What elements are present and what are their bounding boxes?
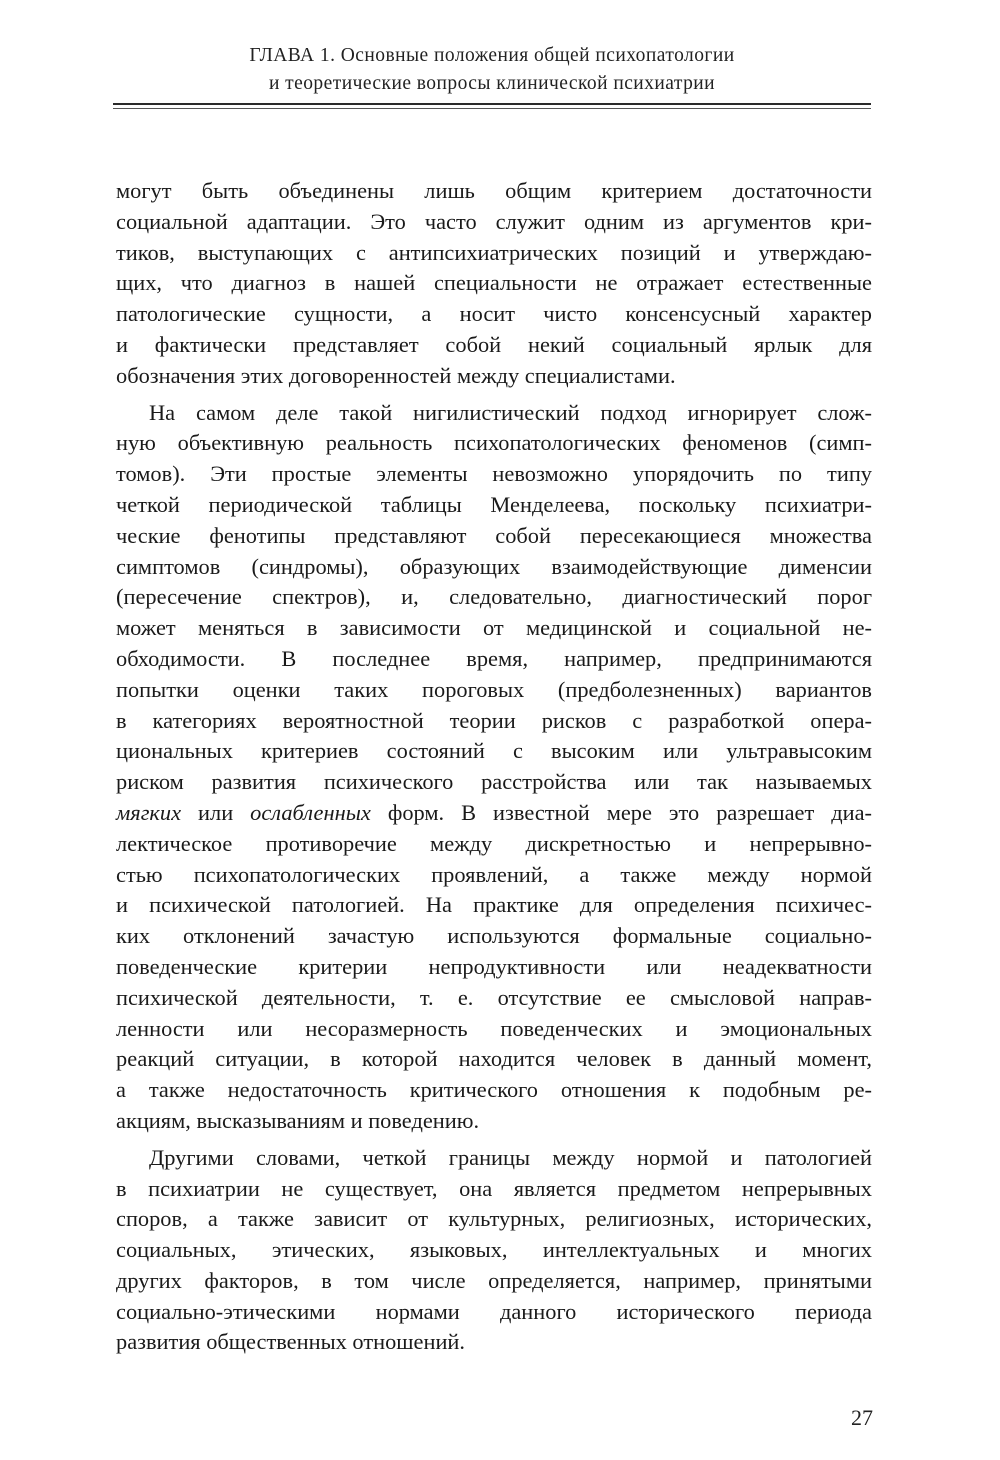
text-line: споров, а также зависит от культурных, религиозных, исторических, — [116, 1206, 872, 1232]
text-line: могут быть объединены лишь общим критерием достаточности — [116, 178, 872, 203]
paragraph-2 — [116, 398, 872, 1137]
text-line: четкой периодической таблицы Менделеева, поскольку психиатри- — [116, 491, 872, 517]
text-line: ких отклонений зачастую используются формальные социально- — [116, 923, 872, 949]
text-line: (пересечение спектров), и, следовательно, диагностический порог — [116, 584, 872, 610]
text-line: в психиатрии не существует, она является предметом непрерывных — [116, 1175, 872, 1201]
text-line: и психической патологией. На практике для определения психичес- — [116, 892, 872, 918]
running-head-line-2: и теоретические вопросы клинической психиатрии — [268, 73, 716, 94]
text-line: щих, что диагноз в нашей специальности не отражает естественные — [116, 270, 872, 296]
body-text — [116, 176, 872, 1358]
text-line: циональных критериев состояний с высоким или ультравысоким — [116, 738, 872, 764]
running-head — [113, 42, 871, 98]
text-line: риском развития психического расстройства или так называемых — [116, 769, 872, 795]
header-rule-thin — [113, 108, 871, 109]
text-line: поведенческие критерии непродуктивности или неадекватности — [116, 953, 872, 979]
text-line: реакций ситуации, в которой находится человек в данный момент, — [116, 1046, 872, 1072]
paragraph-3 — [116, 1143, 872, 1359]
text-line: психической деятельности, т. е. отсутствие ее смысловой направ- — [116, 984, 872, 1010]
text-line: социальной адаптации. Это часто служит одним из аргументов кри- — [116, 208, 872, 234]
paragraph-1 — [116, 176, 872, 392]
text-line: ную объективную реальность психопатологических феноменов (симп- — [116, 430, 872, 456]
running-head-line-1: ГЛАВА 1. Основные положения общей психопатологии — [249, 45, 735, 66]
text-line: и фактически представляет собой некий социальный ярлык для — [116, 331, 872, 357]
text-line: ленности или несоразмерность поведенческих и эмоциональных — [116, 1015, 872, 1041]
text-line: других факторов, в том числе определяется, например, принятыми — [116, 1267, 872, 1293]
text-line: На самом деле такой нигилистический подход игнорирует слож- — [149, 399, 872, 425]
text-line: развития общественных отношений. — [116, 1329, 466, 1355]
text-line: а также недостаточность критического отношения к подобным ре- — [116, 1077, 872, 1103]
text-line: ческие фенотипы представляют собой пересекающиеся множества — [116, 522, 872, 548]
text-line: симптомов (синдромы), образующих взаимодействующие димeнсии — [116, 553, 872, 579]
text-line: может меняться в зависимости от медицинской и социальной не- — [116, 615, 872, 641]
text-line: социальных, этических, языковых, интеллектуальных и многих — [116, 1237, 872, 1263]
text-line: попытки оценки таких пороговых (предболезненных) вариантов — [116, 676, 872, 702]
text-line: стью психопатологических проявлений, а также между нормой — [116, 861, 872, 887]
text-line: в категориях вероятностной теории рисков с разработкой опера- — [116, 707, 872, 733]
text-line: обозначения этих договоренностей между специалистами. — [116, 362, 676, 388]
text-line: обходимости. В последнее время, например, предпринимаются — [116, 645, 872, 671]
text-line: патологические сущности, а носит чисто консенсусный характер — [116, 301, 872, 327]
text-line-with-italics: мягких или ослабленных форм. В известной мере это разрешает диа- — [116, 799, 872, 825]
text-line: лектическое противоречие между дискретностью и непрерывно- — [116, 830, 872, 856]
text-line: тиков, выступающих с антипсихиатрических позиций и утверждаю- — [116, 239, 872, 265]
page-number: 27 — [851, 1405, 873, 1430]
text-line: социально-этическими нормами данного исторического периода — [116, 1298, 872, 1324]
header-rule-thick — [113, 103, 871, 105]
italic-term: ослабленных — [250, 799, 371, 825]
text-line: Другими словами, четкой границы между нормой и патологией — [149, 1144, 872, 1170]
text-line: акциям, высказываниям и поведению. — [116, 1107, 480, 1133]
italic-term: мягких — [116, 799, 182, 825]
text-line: томов). Эти простые элементы невозможно упорядочить по типу — [116, 461, 872, 487]
